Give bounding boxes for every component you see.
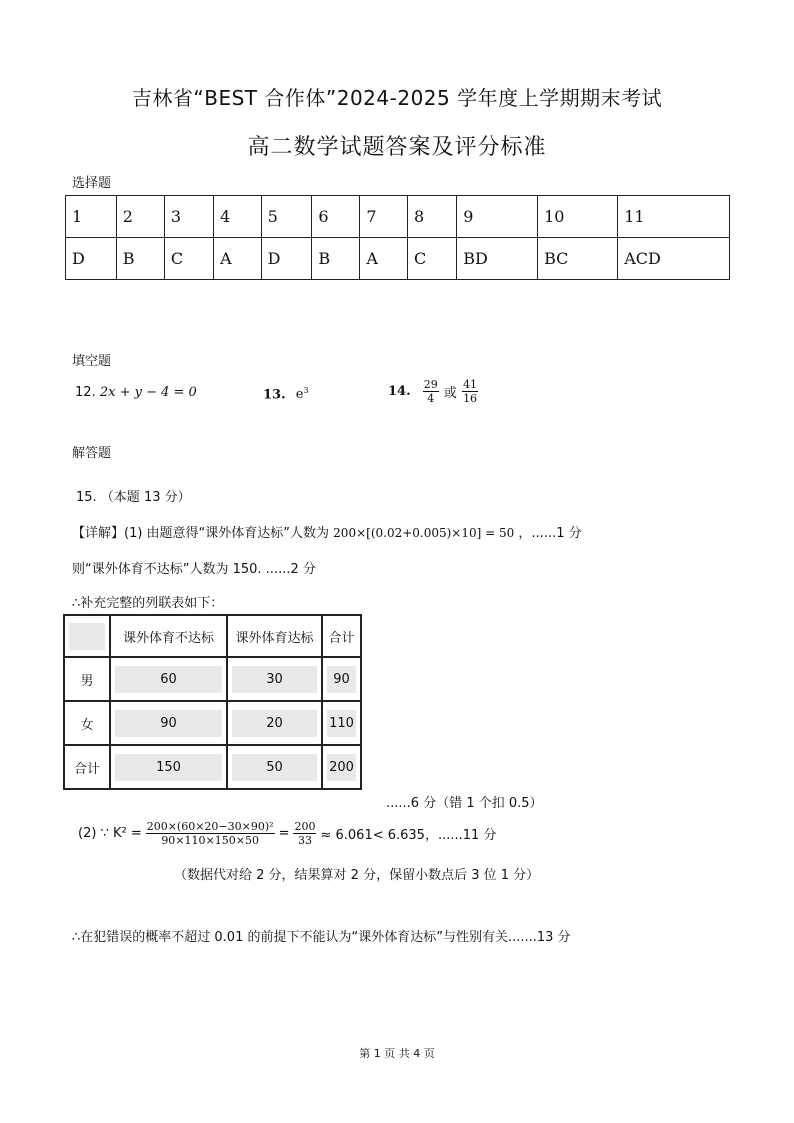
contingency-cell: 200 [322,745,361,789]
contingency-row-total [64,745,361,789]
contingency-table [63,614,362,790]
q15-part2-tail: ≈ 6.061< 6.635，......11 分 [320,828,497,843]
choice-answer-cell: B [116,238,164,280]
section-choice-heading: 选择题 [72,176,112,191]
q15-part1-expression: 200×[(0.02+0.005)×10] = 50 [333,526,515,540]
contingency-cell: 30 [227,657,322,701]
contingency-header-row [64,615,361,657]
q15-heading: 15. （本题 13 分） [76,490,191,505]
choice-number-cell: 2 [116,196,164,238]
section-fill-heading: 填空题 [72,354,112,369]
q15-part2-equals: = [278,826,290,841]
contingency-cell: 150 [110,745,227,789]
q15-part2-fraction-2 [293,820,316,847]
q15-part1-prefix: 【详解】(1) 由题意得“课外体育达标”人数为 [72,526,330,541]
q14-fraction-2-denominator: 16 [463,392,478,405]
contingency-header-cell: 合计 [322,615,361,657]
q14-fraction-1 [423,378,439,405]
fill-answer-14 [388,378,479,405]
contingency-row-header: 合计 [64,745,110,789]
choice-answer-cell: D [261,238,312,280]
contingency-header-cell: 课外体育达标 [227,615,322,657]
page-footer: 第 1 页 共 4 页 [359,1047,435,1060]
section-solve-heading: 解答题 [72,446,112,461]
fill-answer-13 [263,386,309,402]
q15-part2-denominator-2: 33 [297,834,312,847]
choice-answer-table [65,195,730,280]
choice-answer-cell: BC [538,238,618,280]
choice-number-cell: 8 [407,196,456,238]
q14-fraction-1-numerator: 29 [423,378,438,391]
q15-part2-numerator-2: 200 [294,820,316,833]
fill-answer-12 [75,385,197,400]
choice-number-cell: 6 [312,196,360,238]
choice-number-cell: 7 [360,196,408,238]
q15-part2-denominator: 90×110×150×50 [161,834,259,847]
q15-line2: 则“课外体育不达标”人数为 150. ......2 分 [72,562,316,577]
choice-number-cell: 4 [214,196,262,238]
q15-part2-numerator: 200×(60×20−30×90)² [146,820,274,833]
choice-number-cell: 10 [538,196,618,238]
choice-answer-cell: A [360,238,408,280]
q15-part1-score: ，......1 分 [518,526,582,541]
q13-base: e [295,387,304,403]
q15-part2-line [78,820,496,847]
choice-number-cell: 9 [457,196,538,238]
contingency-row-male [64,657,361,701]
q15-part2-fraction [146,820,275,847]
choice-answer-row [66,238,730,280]
choice-number-cell: 11 [618,196,730,238]
table-score-note: ......6 分（错 1 个扣 0.5） [386,796,543,811]
choice-answer-cell: B [312,238,360,280]
contingency-cell: 50 [227,745,322,789]
choice-number-cell: 3 [164,196,213,238]
q14-label: 14. [388,384,411,399]
contingency-corner-cell [64,615,110,657]
contingency-row-female [64,701,361,745]
q13-label: 13. [263,387,286,403]
contingency-cell: 90 [110,701,227,745]
choice-answer-cell: C [407,238,456,280]
q12-expression: 2x + y − 4 = 0 [99,385,197,400]
contingency-cell: 20 [227,701,322,745]
q15-part2-note: （数据代对给 2 分，结果算对 2 分，保留小数点后 3 位 1 分） [174,868,540,883]
choice-number-cell: 5 [261,196,312,238]
contingency-cell: 60 [110,657,227,701]
q15-line3: ∴补充完整的列联表如下： [72,596,224,611]
q15-conclusion: ∴在犯错误的概率不超过 0.01 的前提下不能认为“课外体育达标”与性别有关.......13 分 [72,930,571,945]
choice-answer-cell: C [164,238,213,280]
exam-subtitle: 高二数学试题答案及评分标准 [247,135,547,160]
q15-part1-line [72,522,582,541]
exam-title: 吉林省“BEST 合作体”2024-2025 学年度上学期期末考试 [131,86,663,110]
q13-exponent: 3 [303,386,309,395]
q14-fraction-2 [462,378,478,405]
q14-or: 或 [443,386,457,401]
choice-number-cell: 1 [66,196,117,238]
contingency-cell: 110 [322,701,361,745]
contingency-row-header: 女 [64,701,110,745]
q14-fraction-2-numerator: 41 [463,378,478,391]
q15-part2-prefix: (2) ∵ K² = [78,826,142,841]
q12-label: 12. [75,385,96,400]
choice-answer-cell: D [66,238,117,280]
contingency-cell: 90 [322,657,361,701]
q14-fraction-1-denominator: 4 [427,392,435,405]
choice-answer-cell: BD [457,238,538,280]
contingency-header-cell: 课外体育不达标 [110,615,227,657]
choice-number-row [66,196,730,238]
choice-answer-cell: A [214,238,262,280]
choice-answer-cell: ACD [618,238,730,280]
contingency-row-header: 男 [64,657,110,701]
